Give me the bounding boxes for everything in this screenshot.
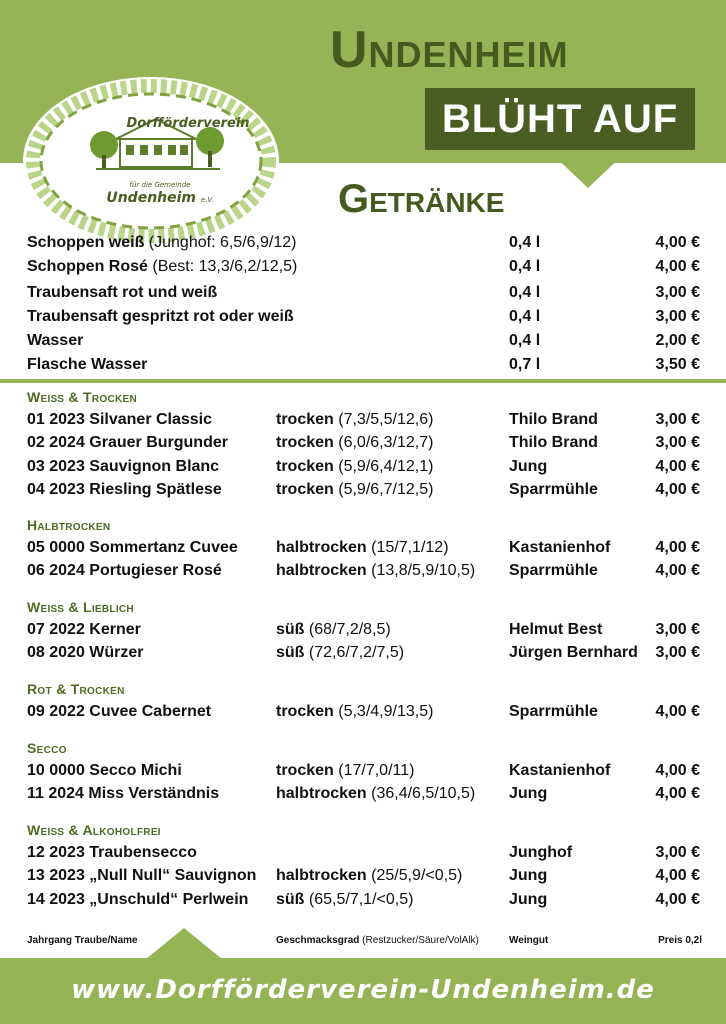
wine-winery: Jung xyxy=(509,457,548,475)
page-title: Undenheim xyxy=(330,21,569,79)
footer-col-taste xyxy=(276,935,479,946)
drink-name-cell xyxy=(27,330,83,352)
drink-price: 4,00 € xyxy=(655,234,700,251)
wine-row xyxy=(27,560,702,582)
footer-col-name: Jahrgang Traube/Name xyxy=(27,935,138,946)
wine-name: 12 2023 Traubensecco xyxy=(27,844,197,861)
wine-row xyxy=(27,760,702,782)
drink-size: 0,4 l xyxy=(509,258,541,275)
wine-taste-cell xyxy=(276,642,404,664)
wine-name: 06 2024 Portugieser Rosé xyxy=(27,562,222,580)
drink-size: 0,4 l xyxy=(509,332,541,349)
category-heading: Rot & Trocken xyxy=(27,681,125,697)
wine-values: (36,4/6,5/10,5) xyxy=(371,785,476,803)
wine-name: 05 0000 Sommertanz Cuvee xyxy=(27,539,238,556)
wine-price: 4,00 € xyxy=(655,539,700,556)
wine-taste-cell xyxy=(276,432,433,454)
svg-text:Dorfförderverein: Dorfförderverein xyxy=(126,116,250,131)
wine-row xyxy=(27,432,702,454)
wine-name: 07 2022 Kerner xyxy=(27,621,141,638)
wine-row xyxy=(27,456,702,478)
drink-name: Schoppen Rosé xyxy=(27,258,148,275)
drink-size: 0,7 l xyxy=(509,356,541,373)
subtitle-banner xyxy=(425,88,695,150)
wine-taste: trocken xyxy=(276,703,334,720)
wine-values: (5,3/4,9/13,5) xyxy=(338,703,434,720)
wine-winery: Jürgen Bernhard xyxy=(509,644,638,662)
wine-name: 02 2024 Grauer Burgunder xyxy=(27,434,228,452)
wine-name: 01 2023 Silvaner Classic xyxy=(27,411,213,428)
drink-name: Flasche Wasser xyxy=(27,356,148,373)
drink-size: 0,4 l xyxy=(509,234,541,251)
wine-price: 4,00 € xyxy=(655,890,700,908)
wine-name: 03 2023 Sauvignon Blanc xyxy=(27,457,220,475)
drink-name: Traubensaft gespritzt rot oder weiß xyxy=(27,308,294,325)
wine-winery: Thilo Brand xyxy=(509,411,598,428)
drink-name-cell xyxy=(27,282,217,304)
wine-price: 4,00 € xyxy=(655,457,700,475)
drink-row xyxy=(27,354,702,376)
drink-row xyxy=(27,256,702,278)
wine-taste: süß xyxy=(276,621,305,638)
wine-name: 04 2023 Riesling Spätlese xyxy=(27,480,222,498)
drink-price: 3,00 € xyxy=(655,284,700,301)
wine-taste: süß xyxy=(276,890,305,908)
page-subtitle: BLÜHT AUF xyxy=(441,96,679,141)
drink-price: 4,00 € xyxy=(655,258,700,275)
wine-taste: halbtrocken xyxy=(276,562,367,580)
wine-row xyxy=(27,479,702,501)
wine-taste-cell xyxy=(276,409,433,431)
wine-price: 3,00 € xyxy=(655,621,700,638)
wine-name: 10 0000 Secco Michi xyxy=(27,762,182,779)
wine-row xyxy=(27,701,702,723)
wine-taste-cell xyxy=(276,619,391,641)
drink-name: Traubensaft rot und weiß xyxy=(27,284,218,301)
category-heading: Weiß & Trocken xyxy=(27,389,137,405)
wine-name: 14 2023 „Unschuld“ Perlwein xyxy=(27,890,249,908)
wine-values: (7,3/5,5/12,6) xyxy=(338,411,434,428)
drink-size: 0,4 l xyxy=(509,284,541,301)
footer-col-taste-note: (Restzucker/Säure/VolAlk) xyxy=(362,935,479,946)
wine-row xyxy=(27,783,702,805)
wine-price: 3,00 € xyxy=(655,844,700,861)
wine-winery: Jung xyxy=(509,785,548,803)
drink-row xyxy=(27,282,702,304)
wine-values: (15/7,1/12) xyxy=(371,539,449,556)
wine-price: 3,00 € xyxy=(655,434,700,452)
wine-price: 4,00 € xyxy=(655,762,700,779)
section-divider xyxy=(0,379,726,383)
wine-taste-cell xyxy=(276,537,449,559)
drink-name-cell xyxy=(27,354,147,376)
wine-values: (5,9/6,7/12,5) xyxy=(338,480,434,498)
wine-winery: Thilo Brand xyxy=(509,434,598,452)
svg-text:für die Gemeinde: für die Gemeinde xyxy=(129,181,191,189)
drink-note: (Best: 13,3/6,2/12,5) xyxy=(152,258,298,275)
header-notch xyxy=(548,150,628,188)
wine-values: (25/5,9/<0,5) xyxy=(371,867,463,885)
wine-winery: Jung xyxy=(509,890,548,908)
wine-winery: Sparrmühle xyxy=(509,703,598,720)
wine-row xyxy=(27,842,702,864)
wine-taste-cell xyxy=(276,479,433,501)
wine-taste-cell xyxy=(276,783,475,805)
wine-values: (17/7,0/11) xyxy=(338,762,415,779)
wine-values: (6,0/6,3/12,7) xyxy=(338,434,434,452)
wine-row xyxy=(27,537,702,559)
wine-values: (68/7,2/8,5) xyxy=(308,621,391,638)
wine-price: 4,00 € xyxy=(655,785,700,803)
wine-taste-cell xyxy=(276,701,433,723)
drink-row xyxy=(27,330,702,352)
drink-row xyxy=(27,306,702,328)
wine-winery: Jung xyxy=(509,867,548,885)
drink-price: 3,50 € xyxy=(655,356,700,373)
wine-price: 4,00 € xyxy=(655,480,700,498)
footer-col-price: Preis 0,2l xyxy=(658,935,702,946)
wine-name: 08 2020 Würzer xyxy=(27,644,144,662)
wine-row xyxy=(27,642,702,664)
wine-taste: trocken xyxy=(276,762,334,779)
wine-taste-cell xyxy=(276,760,414,782)
wine-name: 13 2023 „Null Null“ Sauvignon xyxy=(27,867,257,885)
footer-col-winery: Weingut xyxy=(509,935,549,946)
svg-text:Undenheim e.V.: Undenheim e.V. xyxy=(106,190,214,206)
association-logo xyxy=(20,75,282,247)
wine-name: 09 2022 Cuvee Cabernet xyxy=(27,703,212,720)
wine-price: 4,00 € xyxy=(655,867,700,885)
wine-taste: halbtrocken xyxy=(276,867,367,885)
drink-note: (Junghof: 6,5/6,9/12) xyxy=(148,234,297,251)
section-title: Getränke xyxy=(338,177,505,221)
wine-values: (72,6/7,2/7,5) xyxy=(308,644,405,662)
wine-row xyxy=(27,865,702,887)
drink-price: 2,00 € xyxy=(655,332,700,349)
wine-taste: halbtrocken xyxy=(276,539,367,556)
category-heading: Halbtrocken xyxy=(27,517,111,533)
drink-name: Schoppen weiß xyxy=(27,234,145,251)
wine-price: 3,00 € xyxy=(655,644,700,662)
wine-winery: Junghof xyxy=(509,844,573,861)
category-heading: Weiß & Alkoholfrei xyxy=(27,822,161,838)
wine-winery: Helmut Best xyxy=(509,621,603,638)
drink-name-cell xyxy=(27,256,297,278)
wine-taste: halbtrocken xyxy=(276,785,367,803)
drink-price: 3,00 € xyxy=(655,308,700,325)
footer-col-taste-label: Geschmacksgrad xyxy=(276,935,360,946)
drink-row xyxy=(27,232,702,254)
wine-winery: Sparrmühle xyxy=(509,562,598,580)
wine-price: 4,00 € xyxy=(655,703,700,720)
wine-winery: Kastanienhof xyxy=(509,762,611,779)
wine-taste: süß xyxy=(276,644,305,662)
drink-size: 0,4 l xyxy=(509,308,541,325)
drink-name: Wasser xyxy=(27,332,84,349)
wine-row xyxy=(27,619,702,641)
website-link[interactable]: www.Dorfförderverein-Undenheim.de xyxy=(71,975,655,1005)
wine-price: 3,00 € xyxy=(655,411,700,428)
category-heading: Secco xyxy=(27,740,67,756)
category-heading: Weiß & Lieblich xyxy=(27,599,134,615)
wine-values: (65,5/7,1/<0,5) xyxy=(308,890,414,908)
drink-name-cell xyxy=(27,306,294,328)
wine-taste: trocken xyxy=(276,434,334,452)
drink-name-cell xyxy=(27,232,296,254)
wine-values: (5,9/6,4/12,1) xyxy=(338,457,434,475)
wine-taste: trocken xyxy=(276,411,334,428)
wine-winery: Kastanienhof xyxy=(509,539,611,556)
wine-row xyxy=(27,409,702,431)
wine-taste: trocken xyxy=(276,457,334,475)
wine-taste-cell xyxy=(276,889,413,911)
wine-winery: Sparrmühle xyxy=(509,480,598,498)
wine-taste-cell xyxy=(276,560,475,582)
footer-notch xyxy=(146,928,222,959)
wine-taste-cell xyxy=(276,865,462,887)
wine-values: (13,8/5,9/10,5) xyxy=(371,562,476,580)
wine-taste: trocken xyxy=(276,480,334,498)
wine-taste-cell xyxy=(276,456,433,478)
wine-price: 4,00 € xyxy=(655,562,700,580)
wine-row xyxy=(27,889,702,911)
wine-name: 11 2024 Miss Verständnis xyxy=(27,785,220,803)
